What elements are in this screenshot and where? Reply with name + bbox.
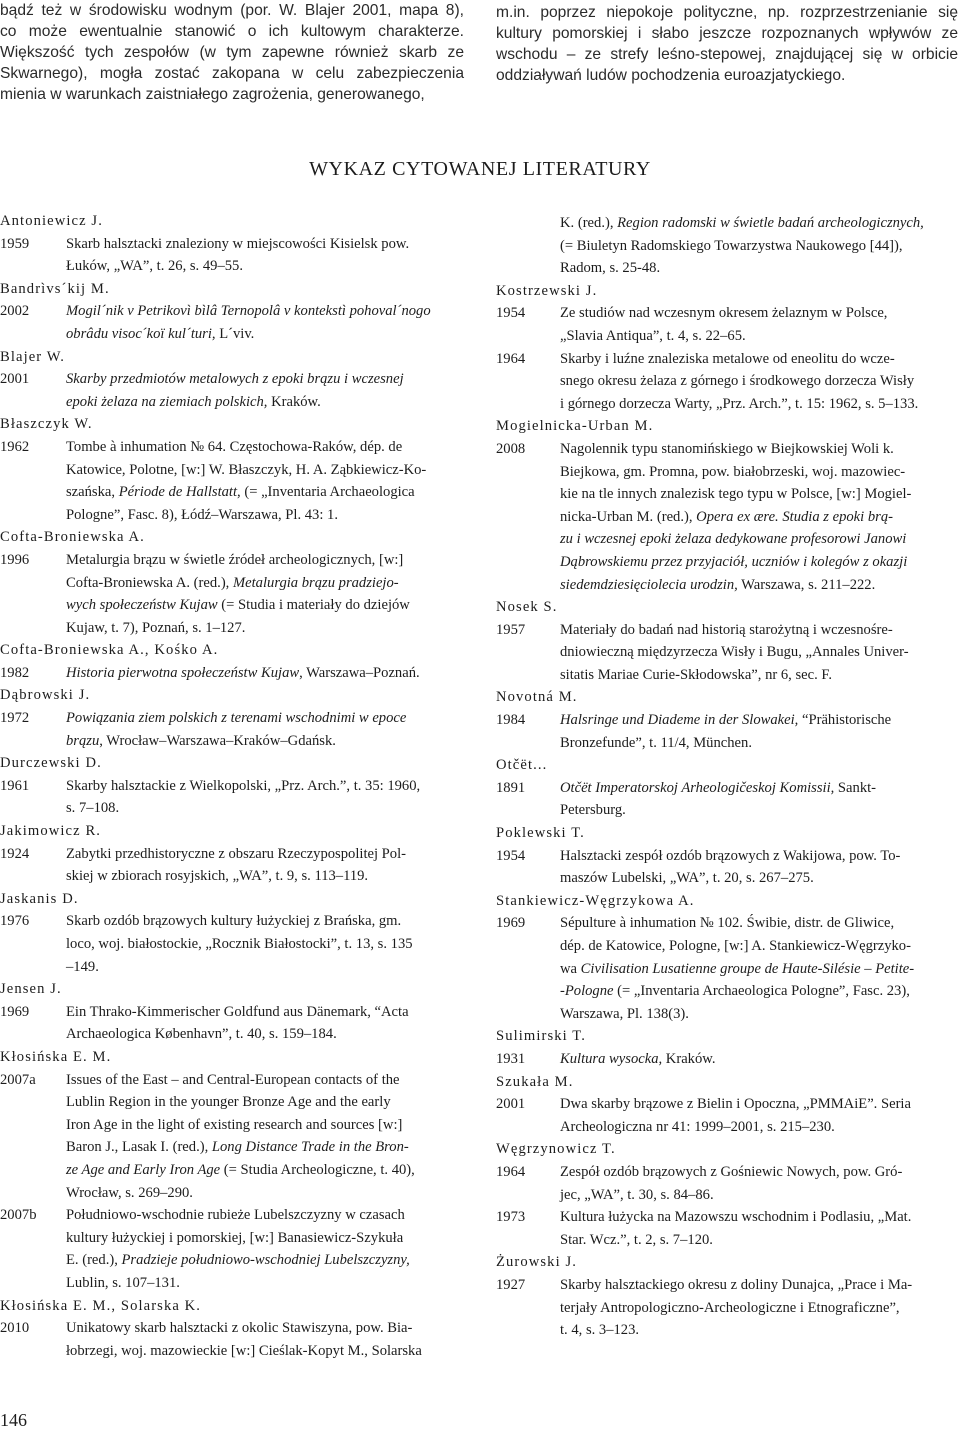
entry-reference [560, 709, 958, 754]
reference-line: Skarby i luźne znaleziska metalowe od eneolitu do wcze- [560, 350, 895, 367]
bibliography-entry [496, 709, 958, 754]
bibliography-author: Durczewski D. [0, 755, 102, 772]
reference-line: Metalurgia brązu w świetle źródeł archeologicznych, [w:] [66, 551, 404, 568]
reference-line: dniowieczną międzyrzecza Wisły i Bugu, „Annales Univer- [560, 644, 909, 661]
reference-line: brązu, Wrocław–Warszawa–Kraków–Gdańsk. [66, 732, 336, 749]
reference-line: Skarb ozdób brązowych kultury łużyckiej z Brańska, gm. [66, 913, 402, 930]
reference-line: E. (red.), Pradzieje południowo-wschodniej Lubelszczyzny, [66, 1252, 410, 1269]
reference-line: łobrzegi, woj. mazowieckie [w:] Cieślak-Kopyt M., Solarska [66, 1342, 422, 1359]
reference-line: wych społeczeństw Kujaw (= Studia i materiały do dziejów [66, 597, 410, 614]
bibliography-entry [0, 1204, 464, 1294]
bibliography-entry [0, 1001, 464, 1046]
reference-line: maszów Lubelski, „WA”, t. 20, s. 267–275. [560, 870, 814, 887]
reference-line: Otčët Imperatorskoj Arheologičeskoj Komissii, Sankt- [560, 779, 877, 796]
reference-line: Iron Age in the light of existing research and sources [w:] [66, 1116, 403, 1133]
reference-line: Zespół ozdób brązowych z Gośniewic Nowych, pow. Gró- [560, 1163, 903, 1180]
entry-reference [560, 348, 958, 416]
entry-year: 1969 [0, 1003, 30, 1020]
bibliography-author: Sulimirski T. [496, 1028, 586, 1045]
reference-line: K. (red.), Region radomski w świetle badań archeologicznych, [560, 215, 924, 231]
reference-line: Lublin Region in the younger Bronze Age and the early [66, 1094, 391, 1111]
entry-reference [66, 300, 464, 345]
entry-reference [560, 912, 958, 1025]
bibliography-entry [496, 348, 958, 416]
reference-line: t. 4, s. 3–123. [560, 1322, 640, 1339]
bibliography-author: Poklewski T. [496, 825, 585, 842]
entry-reference [560, 619, 958, 687]
bibliography-entry [496, 1161, 958, 1206]
reference-line: jec, „WA”, t. 30, s. 84–86. [560, 1186, 714, 1203]
intro-line: oddziaływań ludów pochodzenia euroazjatyckiego. [496, 67, 846, 84]
entry-reference [66, 233, 464, 278]
reference-line: Dwa skarby brązowe z Bielin i Opoczna, „PMMAiE”. Seria [560, 1096, 911, 1113]
reference-line: nicka-Urban M. (red.), Opera ex ære. Studia z epoki brą- [560, 508, 894, 525]
reference-line: Dąbrowskiemu przez przyjaciół, uczniów i kolegów z okazji [560, 553, 908, 570]
entry-year: 1969 [496, 915, 526, 932]
intro-paragraph-right [496, 2, 958, 122]
bibliography-author: Szukała M. [496, 1073, 574, 1090]
reference-line: epoki żelaza na ziemiach polskich, Kraków. [66, 393, 321, 410]
bibliography-entry [0, 1069, 464, 1205]
bibliography-entry [496, 1093, 958, 1138]
entry-reference [66, 1317, 464, 1362]
bibliography-entry [496, 1206, 958, 1251]
bibliography-entry [496, 438, 958, 596]
reference-line: Pologne”, Fasc. 8), Łódź–Warszawa, Pl. 43: 1. [66, 506, 338, 523]
entry-year: 1891 [496, 779, 526, 796]
reference-line: wa Civilisation Lusatienne groupe de Haute-Silésie – Petite- [560, 960, 915, 977]
reference-line: Skarby halsztackiego okresu z doliny Dunajca, „Prace i Ma- [560, 1276, 913, 1293]
bibliography-author: Cofta-Broniewska A. [0, 529, 145, 546]
reference-line: Katowice, Polotne, [w:] W. Błaszczyk, H. A. Ząbkiewicz-Ko- [66, 461, 427, 478]
entry-reference [66, 843, 464, 888]
bibliography-entry [0, 368, 464, 413]
entry-year: 1962 [0, 438, 30, 455]
reference-line: Baron J., Lasak I. (red.), Long Distance Trade in the Bron- [66, 1139, 409, 1156]
intro-line: Skwarnego), mogła zostać zakopana w celu zabezpieczenia [0, 65, 464, 82]
reference-line: Petersburg. [560, 802, 626, 819]
bibliography-author: Nosek S. [496, 599, 558, 616]
bibliography-entry [0, 233, 464, 278]
bibliography-entry [496, 845, 958, 890]
reference-line: Sépulture à inhumation № 102. Świbie, distr. de Gliwice, [560, 915, 895, 932]
bibliography-entry [0, 843, 464, 888]
reference-line: loco, woj. białostockie, „Rocznik Białostocki”, t. 13, s. 135 [66, 936, 413, 952]
bibliography-entry [496, 302, 958, 347]
reference-line: terjały Antropologiczno-Archeologiczne i Etnograficzne”, [560, 1299, 900, 1316]
bibliography-column-left [0, 210, 464, 1362]
entry-reference [560, 1093, 958, 1138]
reference-line: Archaeologica København”, t. 40, s. 159–184. [66, 1026, 337, 1043]
entry-year: 1976 [0, 913, 30, 930]
reference-line: Cofta-Broniewska A. (red.), Metalurgia brązu pradziejo- [66, 574, 399, 591]
reference-line: Kultura łużycka na Mazowszu wschodnim i Podlasiu, „Mat. [560, 1209, 912, 1226]
reference-line: Ein Thrako-Kimmerischer Goldfund aus Dänemark, “Acta [66, 1003, 409, 1020]
bibliography-author: Kłosińska E. M. [0, 1048, 112, 1065]
intro-line: bądź też w środowisku wodnym (por. W. Blajer 2001, mapa 8), [0, 2, 464, 19]
bibliography-author: Cofta-Broniewska A., Kośko A. [0, 642, 219, 659]
intro-line: m.in. poprzez niepokoje polityczne, np. rozprzestrzenianie się [496, 4, 958, 21]
reference-line: Historia pierwotna społeczeństw Kujaw, Warszawa–Poznań. [66, 664, 420, 681]
entry-year: 1984 [496, 712, 526, 729]
reference-line: Lublin, s. 107–131. [66, 1274, 180, 1291]
reference-line: siedemdziesięciolecia urodzin, Warszawa, s. 211–222. [560, 576, 876, 593]
reference-line: zu i wczesnej epoki żelaza dedykowane profesorowi Janowi [560, 531, 907, 548]
bibliography-author: Jensen J. [0, 981, 62, 998]
reference-line: Kultura wysocka, Kraków. [560, 1050, 716, 1067]
reference-line: „Slavia Antiqua”, t. 4, s. 22–65. [560, 327, 746, 344]
entry-year: 2007a [0, 1071, 36, 1088]
bibliography-entry [0, 1317, 464, 1362]
reference-line: Star. Wcz.”, t. 2, s. 7–120. [560, 1231, 713, 1248]
reference-line: Skarby przedmiotów metalowych z epoki brązu i wczesnej [66, 371, 404, 388]
reference-line: Powiązania ziem polskich z terenami wschodnimi w epoce [66, 710, 407, 727]
entry-reference [560, 1274, 958, 1342]
reference-line: szańska, Période de Hallstatt, (= „Inventaria Archaeologica [66, 484, 415, 501]
entry-reference [560, 1048, 958, 1071]
entry-year: 1964 [496, 350, 526, 367]
entry-year: 1927 [496, 1276, 526, 1293]
intro-line: Większość tych zespołów (w tym zapewne również skarb ze [0, 44, 464, 61]
reference-line: skiej w zbiorach rosyjskich, „WA”, t. 9, s. 113–119. [66, 868, 369, 885]
entry-reference [66, 707, 464, 752]
entry-reference [66, 662, 464, 685]
reference-line: Biejkowa, gm. Promna, pow. białobrzeski, woj. mazowiec- [560, 463, 906, 480]
bibliography-entry [496, 1048, 958, 1071]
bibliography-entry [0, 707, 464, 752]
reference-line: kie na tle innych znalezisk tego typu w Polsce, [w:] Mogiel- [560, 486, 912, 503]
bibliography-entry [0, 775, 464, 820]
reference-line: Mogil´nik v Petrikovì bìlâ Ternopolâ v kontekstì pohoval´nogo [66, 303, 431, 320]
bibliography-entry [496, 912, 958, 1025]
reference-line: Nagolennik typu stanomińskiego w Biejkowskiej Woli k. [560, 440, 894, 457]
reference-line: Bronzefunde”, t. 11/4, München. [560, 734, 752, 751]
reference-line: Warszawa, Pl. 138(3). [560, 1005, 689, 1022]
reference-line: Halsztacki zespół ozdób brązowych z Wakijowa, pow. To- [560, 847, 901, 864]
entry-reference [66, 910, 464, 978]
bibliography-continuation [496, 212, 958, 280]
entry-year: 1961 [0, 777, 30, 794]
intro-line: co może ewentualnie stanowić o ich kultowym charakterze. [0, 23, 464, 40]
intro-paragraph-left [0, 0, 464, 120]
intro-line: kultury pomorskiej i słabo jeszcze rozpoznanych wpływów ze [496, 25, 958, 42]
entry-year: 2010 [0, 1320, 30, 1337]
bibliography-author: Kłosińska E. M., Solarska K. [0, 1297, 202, 1314]
bibliography-entry [0, 662, 464, 685]
entry-reference [66, 1001, 464, 1046]
bibliography-author: Jakimowicz R. [0, 823, 102, 840]
bibliography-author: Węgrzynowicz T. [496, 1141, 616, 1158]
entry-reference [560, 302, 958, 347]
reference-line: Południowo-wschodnie rubieże Lubelszczyzny w czasach [66, 1207, 405, 1224]
bibliography-entry [496, 619, 958, 687]
bibliography-column-right [496, 212, 958, 1342]
reference-line: Issues of the East – and Central-European contacts of the [66, 1071, 400, 1088]
reference-line: Tombe à inhumation № 64. Częstochowa-Raków, dép. de [66, 438, 403, 455]
entry-year: 1972 [0, 710, 30, 727]
bibliography-author: Stankiewicz-Węgrzykowa A. [496, 892, 695, 909]
intro-line: mienia w warunkach zaistniałego zagrożenia, generowanego, [0, 86, 425, 103]
reference-line: –149. [66, 958, 99, 975]
intro-line: wschodu – ze strefy leśno-stepowej, znajdującej się w orbicie [496, 46, 958, 63]
reference-line: Łuków, „WA”, t. 26, s. 49–55. [66, 258, 243, 275]
reference-line: dép. de Katowice, Pologne, [w:] A. Stankiewicz-Węgrzyko- [560, 938, 911, 954]
reference-line: kultury łużyckiej i pomorskiej, [w:] Banasiewicz-Szykuła [66, 1229, 404, 1246]
entry-year: 1931 [496, 1050, 526, 1067]
entry-reference [66, 1069, 464, 1205]
entry-reference [560, 1206, 958, 1251]
reference-line: Wrocław, s. 269–290. [66, 1184, 193, 1201]
entry-year: 1954 [496, 847, 526, 864]
bibliography-author: Żurowski J. [496, 1254, 578, 1271]
entry-year: 1996 [0, 551, 30, 568]
entry-reference [66, 1204, 464, 1294]
reference-line: snego okresu żelaza z górnego i środkowego dorzecza Wisły [560, 373, 915, 390]
reference-line: (= Biuletyn Radomskiego Towarzystwa Naukowego [44]), [560, 237, 903, 254]
entry-reference [66, 436, 464, 526]
reference-line: ze Age and Early Iron Age (= Studia Archeologiczne, t. 40), [66, 1161, 415, 1178]
entry-reference [560, 438, 958, 596]
bibliography-author: Antoniewicz J. [0, 213, 103, 229]
bibliography-author: Novotná M. [496, 689, 578, 706]
bibliography-entry [496, 777, 958, 822]
reference-line: Unikatowy skarb halsztacki z okolic Stawiszyna, pow. Bia- [66, 1320, 413, 1337]
entry-reference [66, 775, 464, 820]
bibliography-author: Bandrìvs´kij M. [0, 280, 110, 297]
reference-line: sitatis Mariae Curie-Skłodowska”, nr 6, sec. F. [560, 666, 833, 683]
entry-year: 1957 [496, 621, 526, 638]
entry-year: 1959 [0, 235, 30, 252]
reference-line: Kujaw, t. 7), Poznań, s. 1–127. [66, 619, 246, 636]
entry-reference [66, 549, 464, 639]
reference-line: Archeologiczna nr 41: 1999–2001, s. 215–230. [560, 1118, 835, 1135]
entry-year: 1973 [496, 1209, 526, 1226]
reference-line: Zabytki przedhistoryczne z obszaru Rzeczypospolitej Pol- [66, 845, 407, 862]
entry-reference [560, 1161, 958, 1206]
entry-year: 1954 [496, 305, 526, 322]
bibliography-entry [0, 910, 464, 978]
reference-line: -Pologne (= „Inventaria Archaeologica Pologne”, Fasc. 23), [560, 983, 910, 1000]
bibliography-entry [0, 436, 464, 526]
page-number: 146 [0, 1410, 27, 1430]
reference-line: s. 7–108. [66, 800, 120, 817]
bibliography-author: Kostrzewski J. [496, 282, 598, 299]
reference-line: Radom, s. 25-48. [560, 260, 661, 277]
reference-line: Skarby halsztackie z Wielkopolski, „Prz. Arch.”, t. 35: 1960, [66, 777, 421, 794]
bibliography-heading: WYKAZ CYTOWANEJ LITERATURY [309, 158, 651, 180]
bibliography-author: Jaskanis D. [0, 890, 79, 907]
bibliography-author: Błaszczyk W. [0, 416, 93, 433]
reference-line: Ze studiów nad wczesnym okresem żelaznym w Polsce, [560, 305, 888, 322]
entry-reference [560, 777, 958, 822]
bibliography-author: Dąbrowski J. [0, 687, 91, 704]
reference-line: Skarb halsztacki znaleziony w miejscowości Kisielsk pow. [66, 235, 410, 252]
entry-reference [560, 845, 958, 890]
bibliography-author: Mogielnicka-Urban M. [496, 418, 654, 435]
reference-line: obrâdu visoc´koï kul´turi, L´viv. [66, 325, 255, 342]
entry-year: 1924 [0, 845, 30, 862]
bibliography-author: Blajer W. [0, 348, 66, 365]
entry-year: 2007b [0, 1207, 37, 1224]
reference-line: i górnego dorzecza Warty, „Prz. Arch.”, t. 15: 1962, s. 5–133. [560, 395, 919, 412]
reference-line: Materiały do badań nad historią starożytną i wczesnośre- [560, 621, 893, 638]
entry-year: 1964 [496, 1163, 526, 1180]
reference-line: Halsringe und Diademe in der Slowakei, “Prähistorische [560, 712, 892, 729]
bibliography-entry [0, 300, 464, 345]
entry-year: 2001 [496, 1096, 526, 1113]
entry-year: 1982 [0, 664, 30, 681]
bibliography-entry [0, 549, 464, 639]
bibliography-author: Otčët... [496, 757, 548, 774]
entry-reference [66, 368, 464, 413]
entry-year: 2002 [0, 303, 30, 320]
entry-year: 2001 [0, 371, 30, 388]
bibliography-entry [496, 1274, 958, 1342]
entry-year: 2008 [496, 440, 526, 457]
